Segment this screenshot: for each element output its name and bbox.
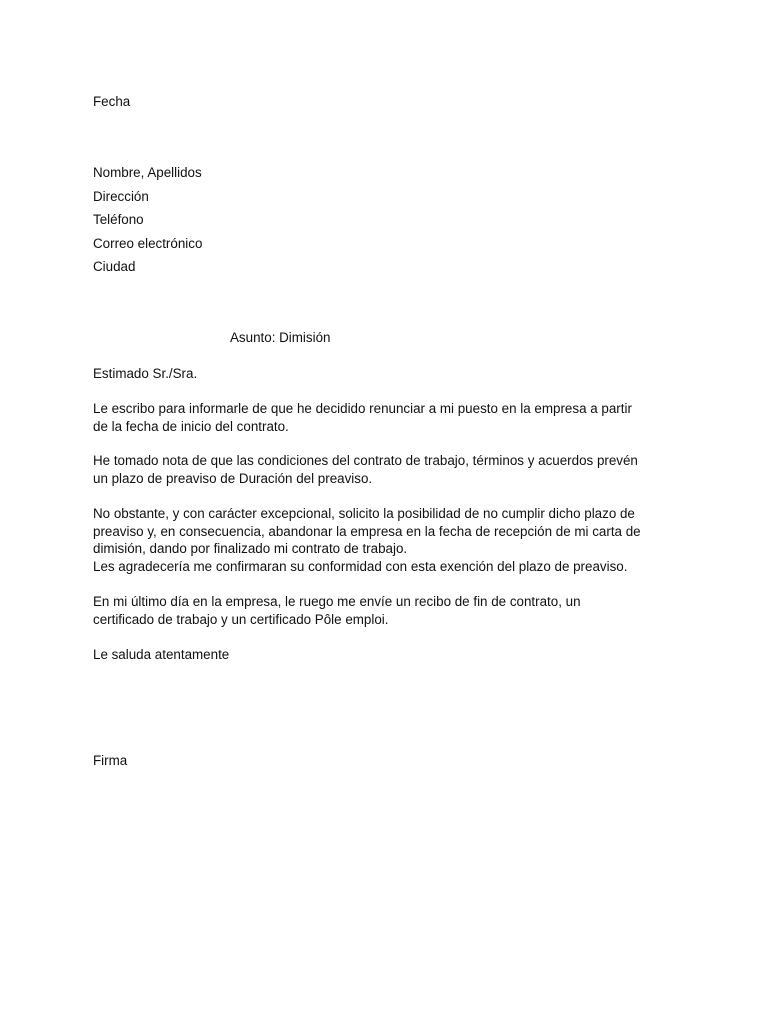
paragraph-notice-period bbox=[93, 452, 683, 487]
sender-name: Nombre, Apellidos bbox=[93, 165, 202, 180]
subject-line: Asunto: Dimisión bbox=[230, 330, 331, 345]
paragraph-line: He tomado nota de que las condiciones del contrato de trabajo, términos y acuerdos prevén bbox=[93, 453, 638, 468]
sender-email: Correo electrónico bbox=[93, 236, 203, 251]
closing: Le saluda atentamente bbox=[93, 647, 230, 662]
date-label: Fecha bbox=[93, 94, 131, 109]
paragraph-final-documents bbox=[93, 593, 683, 628]
sender-address: Dirección bbox=[93, 189, 149, 204]
paragraph-line: preaviso y, en consecuencia, abandonar la empresa en la fecha de recepción de mi carta de bbox=[93, 523, 641, 539]
paragraph-resignation bbox=[93, 400, 683, 435]
paragraph-exception-request bbox=[93, 505, 683, 575]
greeting: Estimado Sr./Sra. bbox=[93, 366, 198, 381]
paragraph-line: de la fecha de inicio del contrato. bbox=[93, 418, 289, 434]
paragraph-line: Le escribo para informarle de que he decidido renunciar a mi puesto en la empresa a partir bbox=[93, 401, 632, 416]
sender-city: Ciudad bbox=[93, 259, 136, 274]
paragraph-line: un plazo de preaviso de Duración del preaviso. bbox=[93, 470, 373, 486]
paragraph-line: dimisión, dando por finalizado mi contrato de trabajo. bbox=[93, 541, 408, 557]
paragraph-line: Les agradecería me confirmaran su conformidad con esta exención del plazo de preaviso. bbox=[93, 558, 628, 574]
paragraph-line: certificado de trabajo y un certificado Pôle emploi. bbox=[93, 611, 389, 627]
signature-label: Firma bbox=[93, 753, 128, 768]
paragraph-line: En mi último día en la empresa, le ruego me envíe un recibo de fin de contrato, un bbox=[93, 594, 581, 609]
sender-phone: Teléfono bbox=[93, 212, 144, 227]
paragraph-line: No obstante, y con carácter excepcional, solicito la posibilidad de no cumplir dicho plazo de bbox=[93, 506, 635, 521]
